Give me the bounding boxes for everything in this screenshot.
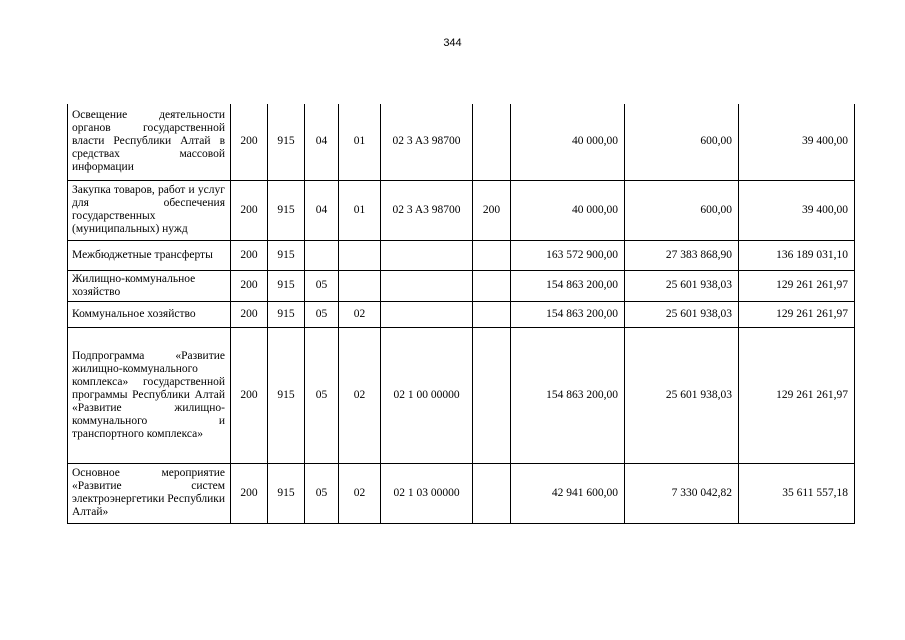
row-name: Жилищно-коммунальное хозяйство <box>68 270 231 301</box>
table-row <box>68 180 855 240</box>
code-cell: 200 <box>231 104 268 180</box>
amount-cell: 7 330 042,82 <box>625 463 739 523</box>
code-cell: 200 <box>231 240 268 270</box>
code-cell: 200 <box>231 327 268 463</box>
amount-cell: 42 941 600,00 <box>511 463 625 523</box>
code-cell: 915 <box>268 327 305 463</box>
amount-cell: 129 261 261,97 <box>739 270 855 301</box>
amount-cell: 39 400,00 <box>739 104 855 180</box>
row-name: Освещение деятельности органов государственной власти Республики Алтай в средствах массовой информации <box>68 104 231 180</box>
code-cell <box>339 240 381 270</box>
row-name: Закупка товаров, работ и услуг для обеспечения государственных (муниципальных) нужд <box>68 180 231 240</box>
amount-cell: 25 601 938,03 <box>625 270 739 301</box>
code-cell: 915 <box>268 104 305 180</box>
code-cell <box>381 301 473 327</box>
code-cell <box>473 104 511 180</box>
amount-cell: 600,00 <box>625 180 739 240</box>
page-number: 344 <box>443 37 462 49</box>
code-cell: 200 <box>231 270 268 301</box>
table-row <box>68 240 855 270</box>
table-row <box>68 327 855 463</box>
code-cell <box>473 240 511 270</box>
code-cell: 915 <box>268 270 305 301</box>
amount-cell: 136 189 031,10 <box>739 240 855 270</box>
amount-cell: 154 863 200,00 <box>511 301 625 327</box>
code-cell: 915 <box>268 301 305 327</box>
code-cell <box>339 270 381 301</box>
budget-table <box>67 104 855 524</box>
code-cell <box>381 240 473 270</box>
code-cell: 05 <box>305 270 339 301</box>
code-cell: 02 3 A3 98700 <box>381 180 473 240</box>
code-cell: 200 <box>231 463 268 523</box>
amount-cell: 129 261 261,97 <box>739 301 855 327</box>
code-cell: 02 1 03 00000 <box>381 463 473 523</box>
amount-cell: 154 863 200,00 <box>511 327 625 463</box>
amount-cell: 40 000,00 <box>511 180 625 240</box>
code-cell: 05 <box>305 327 339 463</box>
amount-cell: 25 601 938,03 <box>625 301 739 327</box>
row-name: Коммунальное хозяйство <box>68 301 231 327</box>
table-row <box>68 104 855 180</box>
code-cell: 02 3 A3 98700 <box>381 104 473 180</box>
code-cell: 915 <box>268 240 305 270</box>
amount-cell: 163 572 900,00 <box>511 240 625 270</box>
code-cell: 915 <box>268 180 305 240</box>
table-row <box>68 463 855 523</box>
amount-cell: 129 261 261,97 <box>739 327 855 463</box>
code-cell: 02 <box>339 327 381 463</box>
amount-cell: 154 863 200,00 <box>511 270 625 301</box>
code-cell: 01 <box>339 104 381 180</box>
code-cell: 200 <box>231 301 268 327</box>
code-cell: 200 <box>473 180 511 240</box>
amount-cell: 35 611 557,18 <box>739 463 855 523</box>
amount-cell: 39 400,00 <box>739 180 855 240</box>
code-cell <box>473 270 511 301</box>
amount-cell: 25 601 938,03 <box>625 327 739 463</box>
code-cell: 05 <box>305 463 339 523</box>
table-row <box>68 301 855 327</box>
code-cell <box>473 463 511 523</box>
code-cell <box>473 327 511 463</box>
code-cell: 04 <box>305 180 339 240</box>
amount-cell: 27 383 868,90 <box>625 240 739 270</box>
row-name: Основное мероприятие «Развитие систем электроэнергетики Республики Алтай» <box>68 463 231 523</box>
code-cell <box>473 301 511 327</box>
code-cell <box>381 270 473 301</box>
code-cell: 05 <box>305 301 339 327</box>
code-cell: 02 <box>339 301 381 327</box>
table-row <box>68 270 855 301</box>
row-name: Подпрограмма «Развитие жилищно-коммунального комплекса» государственной программы Республики Алтай «Развитие жилищно-коммунального и транспортного комплекса» <box>68 327 231 463</box>
amount-cell: 600,00 <box>625 104 739 180</box>
code-cell: 02 <box>339 463 381 523</box>
code-cell: 01 <box>339 180 381 240</box>
code-cell: 04 <box>305 104 339 180</box>
code-cell: 200 <box>231 180 268 240</box>
code-cell <box>305 240 339 270</box>
amount-cell: 40 000,00 <box>511 104 625 180</box>
code-cell: 02 1 00 00000 <box>381 327 473 463</box>
code-cell: 915 <box>268 463 305 523</box>
row-name: Межбюджетные трансферты <box>68 240 231 270</box>
